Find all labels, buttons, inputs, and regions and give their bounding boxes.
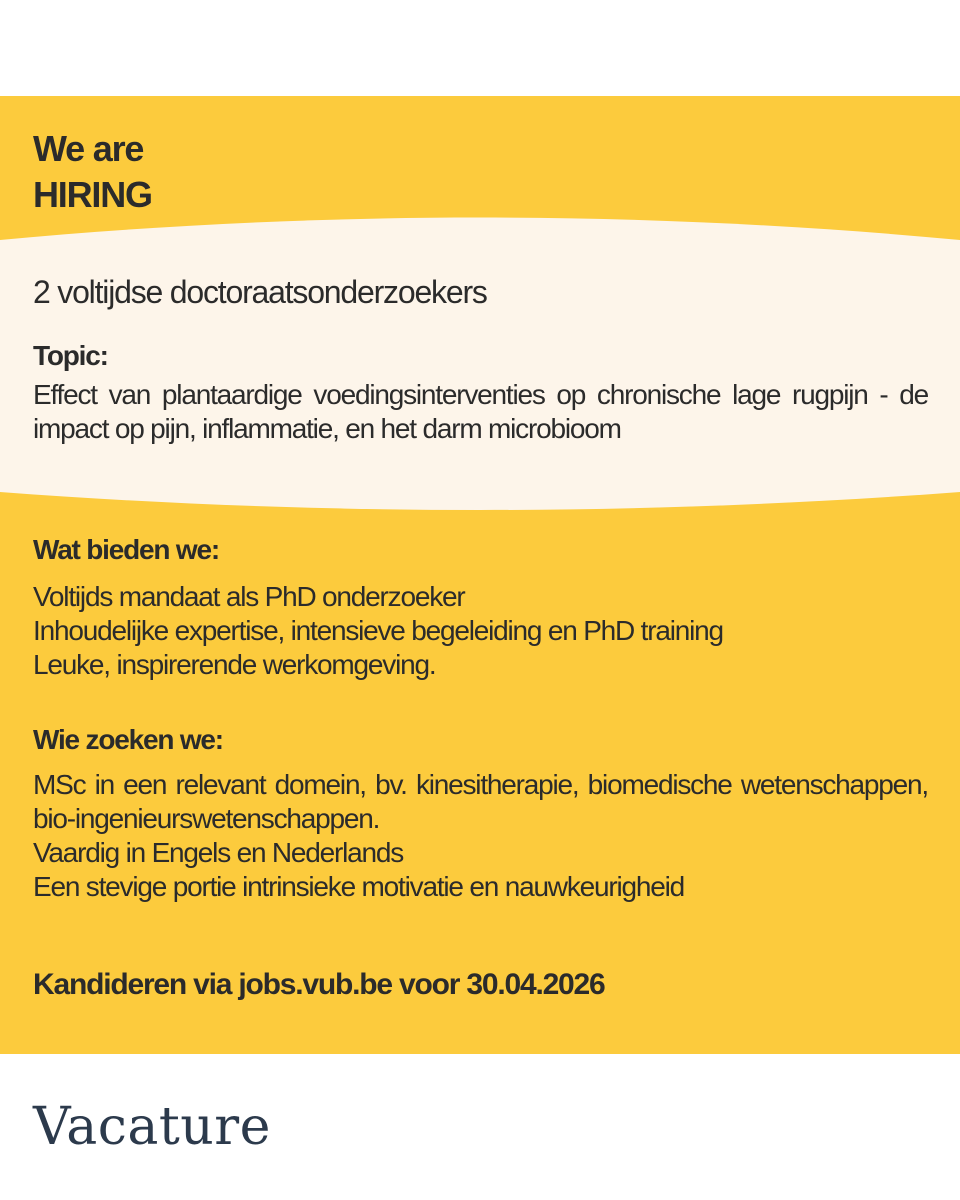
topic-text: Effect van plantaardige voedingsinterventies op chronische lage rugpijn - de impact op pijn, inflammatie, en het darm microbioom xyxy=(33,379,928,444)
seek-item: Vaardig in Engels en Nederlands xyxy=(33,837,404,868)
seek-item: Een stevige portie intrinsieke motivatie en nauwkeurigheid xyxy=(33,871,685,902)
topic-heading: Topic: xyxy=(33,340,108,371)
seek-list xyxy=(33,768,928,904)
offer-item: Inhoudelijke expertise, intensieve begeleiding en PhD training xyxy=(33,615,723,646)
offer-item: Voltijds mandaat als PhD onderzoeker xyxy=(33,581,465,612)
header-line-we-are: We are xyxy=(33,128,144,169)
header-line-hiring: HIRING xyxy=(33,174,152,215)
offer-list xyxy=(33,580,723,682)
offer-heading: Wat bieden we: xyxy=(33,534,219,565)
seek-heading: Wie zoeken we: xyxy=(33,724,223,755)
seek-item: MSc in een relevant domein, bv. kinesitherapie, biomedische wetenschappen, bio-ingenieurswetenschappen. xyxy=(33,769,928,834)
position-title: 2 voltijdse doctoraatsonderzoekers xyxy=(33,274,487,310)
topic-band xyxy=(0,216,960,512)
offer-item: Leuke, inspirerende werkomgeving. xyxy=(33,649,436,680)
curved-band-shape xyxy=(0,216,960,512)
apply-call-to-action: Kandideren via jobs.vub.be voor 30.04.2026 xyxy=(33,968,605,1001)
footer-vacature-label: Vacature xyxy=(33,1097,271,1157)
